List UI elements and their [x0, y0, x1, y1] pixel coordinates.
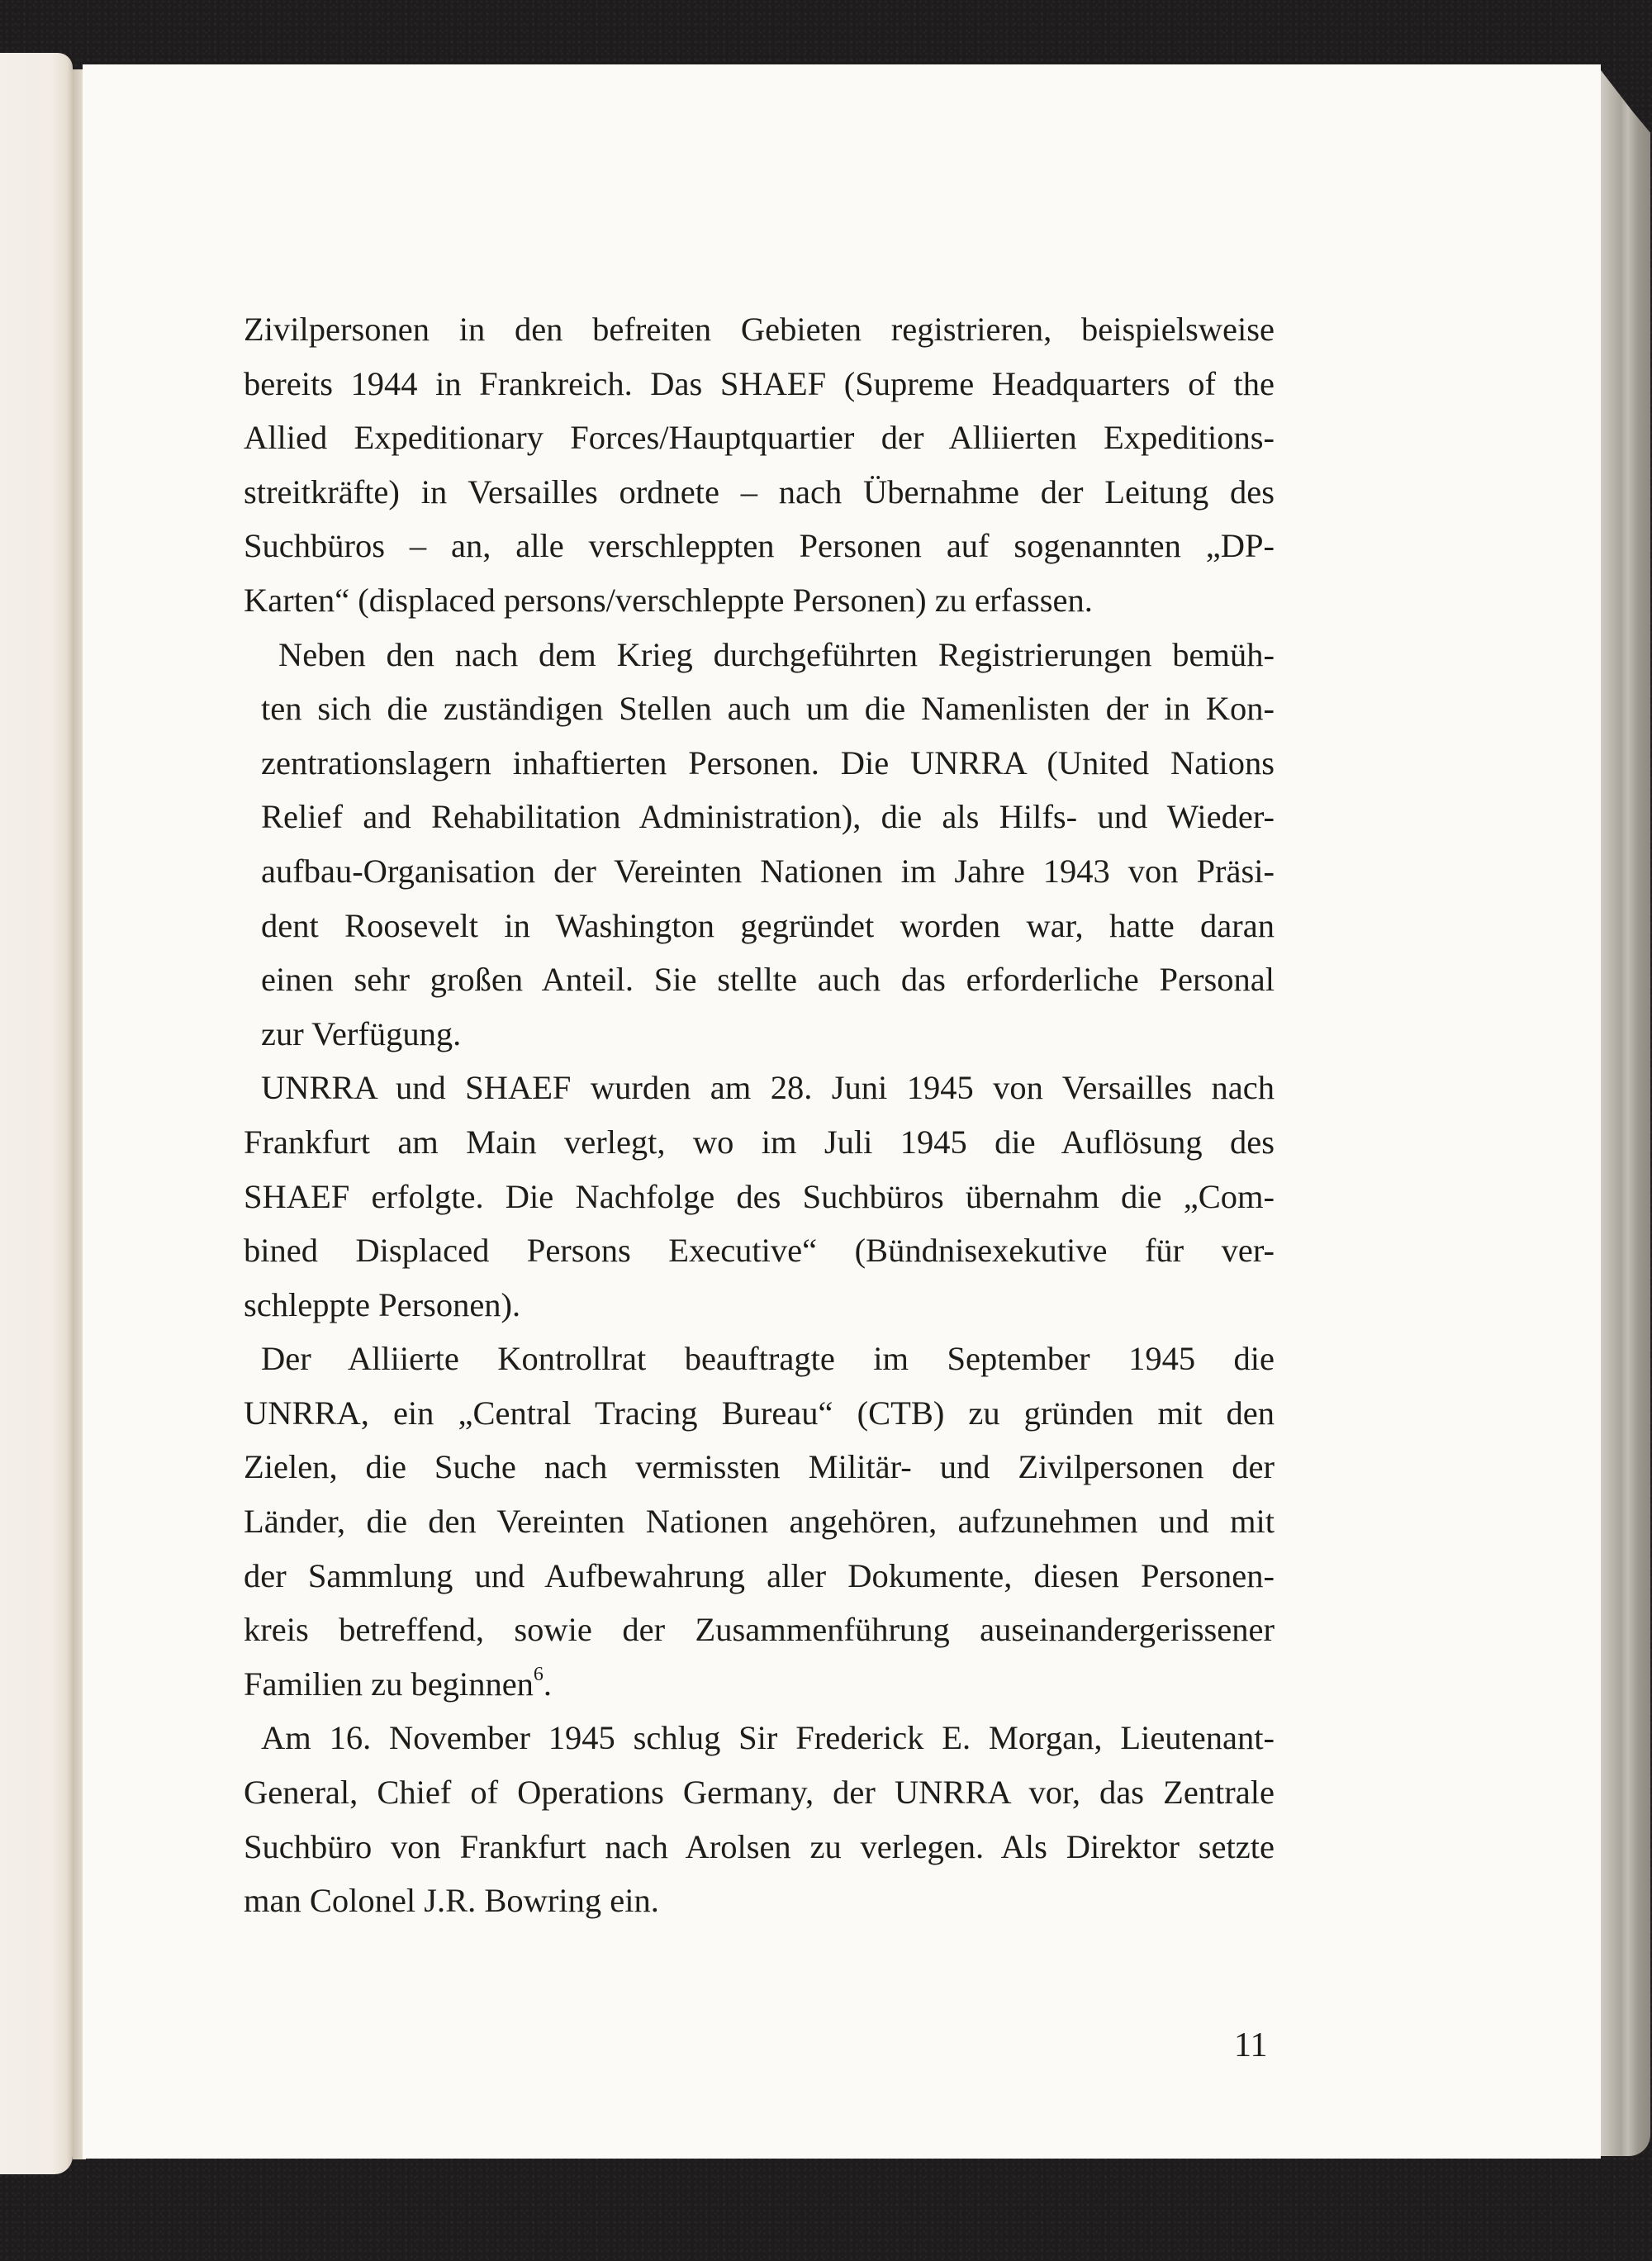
text-line: ten sich die zuständigen Stellen auch um die Namenlisten der in Kon- [261, 690, 1275, 728]
text-line: kreis betreffend, sowie der Zusammenführung auseinandergerissener [244, 1611, 1275, 1649]
footnote-reference[interactable]: 6 [533, 1663, 544, 1685]
text-line: einen sehr großen Anteil. Sie stellte auch das erforderliche Personal [261, 961, 1275, 999]
text-line: Suchbüro von Frankfurt nach Arolsen zu verlegen. Als Direktor setzte [244, 1827, 1275, 1865]
paragraph-3 [244, 1061, 1275, 1332]
text-line: UNRRA, ein „Central Tracing Bureau“ (CTB) zu gründen mit den [244, 1394, 1275, 1432]
paragraph-2 [244, 628, 1275, 1062]
text-line: SHAEF erfolgte. Die Nachfolge des Suchbüros übernahm die „Com- [244, 1177, 1275, 1215]
text-line: Familien zu beginnen [244, 1665, 534, 1703]
page-stack-edge [1601, 70, 1650, 2156]
text-line: bined Displaced Persons Executive“ (Bündnisexekutive für ver- [244, 1232, 1275, 1270]
text-line: Länder, die den Vereinten Nationen angehören, aufzunehmen und mit [244, 1503, 1275, 1541]
punctuation: . [543, 1665, 553, 1703]
text-line: aufbau-Organisation der Vereinten Nationen im Jahre 1943 von Präsi- [261, 852, 1275, 890]
text-line: Suchbüros – an, alle verschleppten Personen auf sogenannten „DP- [244, 527, 1275, 565]
text-line-with-footnote [244, 1657, 1275, 1712]
text-line: Am 16. November 1945 schlug Sir Frederick E. Morgan, Lieutenant- [261, 1719, 1275, 1757]
text-line: UNRRA und SHAEF wurden am 28. Juni 1945 von Versailles nach [261, 1069, 1275, 1107]
text-line: zentrationslagern inhaftierten Personen. Die UNRRA (United Nations [261, 743, 1275, 781]
text-line: Relief and Rehabilitation Administration), die als Hilfs- und Wieder- [261, 798, 1275, 836]
text-line: der Sammlung und Aufbewahrung aller Dokumente, diesen Personen- [244, 1556, 1275, 1594]
text-line: zur Verfügung. [261, 1014, 462, 1052]
paragraph-1 [244, 302, 1275, 628]
text-line: dent Roosevelt in Washington gegründet worden war, hatte daran [261, 906, 1275, 944]
text-line: Karten“ (displaced persons/verschleppte Personen) zu erfassen. [244, 581, 1093, 619]
page-number: 11 [1234, 2026, 1268, 2064]
body-text [244, 302, 1275, 1928]
paragraph-4 [244, 1332, 1275, 1711]
text-line: Der Alliierte Kontrollrat beauftragte im September 1945 die [261, 1340, 1275, 1378]
previous-page-edge [0, 53, 73, 2174]
text-line: streitkräfte) in Versailles ordnete – nach Übernahme der Leitung des [244, 473, 1275, 511]
text-line: Zielen, die Suche nach vermissten Militär- und Zivilpersonen der [244, 1448, 1275, 1486]
paragraph-5 [244, 1711, 1275, 1927]
text-line: Zivilpersonen in den befreiten Gebieten registrieren, beispielsweise [244, 311, 1275, 348]
text-line: Frankfurt am Main verlegt, wo im Juli 1945 die Auflösung des [244, 1123, 1275, 1161]
text-line: Allied Expeditionary Forces/Hauptquartier der Alliierten Expeditions- [244, 419, 1275, 457]
text-line: General, Chief of Operations Germany, der UNRRA vor, das Zentrale [244, 1774, 1275, 1812]
text-line: schleppte Personen). [244, 1285, 521, 1323]
text-line: man Colonel J.R. Bowring ein. [244, 1882, 659, 1920]
text-line: bereits 1944 in Frankreich. Das SHAEF (Supreme Headquarters of the [244, 364, 1275, 402]
text-line: Neben den nach dem Krieg durchgeführten Registrierungen bemüh- [278, 635, 1275, 673]
